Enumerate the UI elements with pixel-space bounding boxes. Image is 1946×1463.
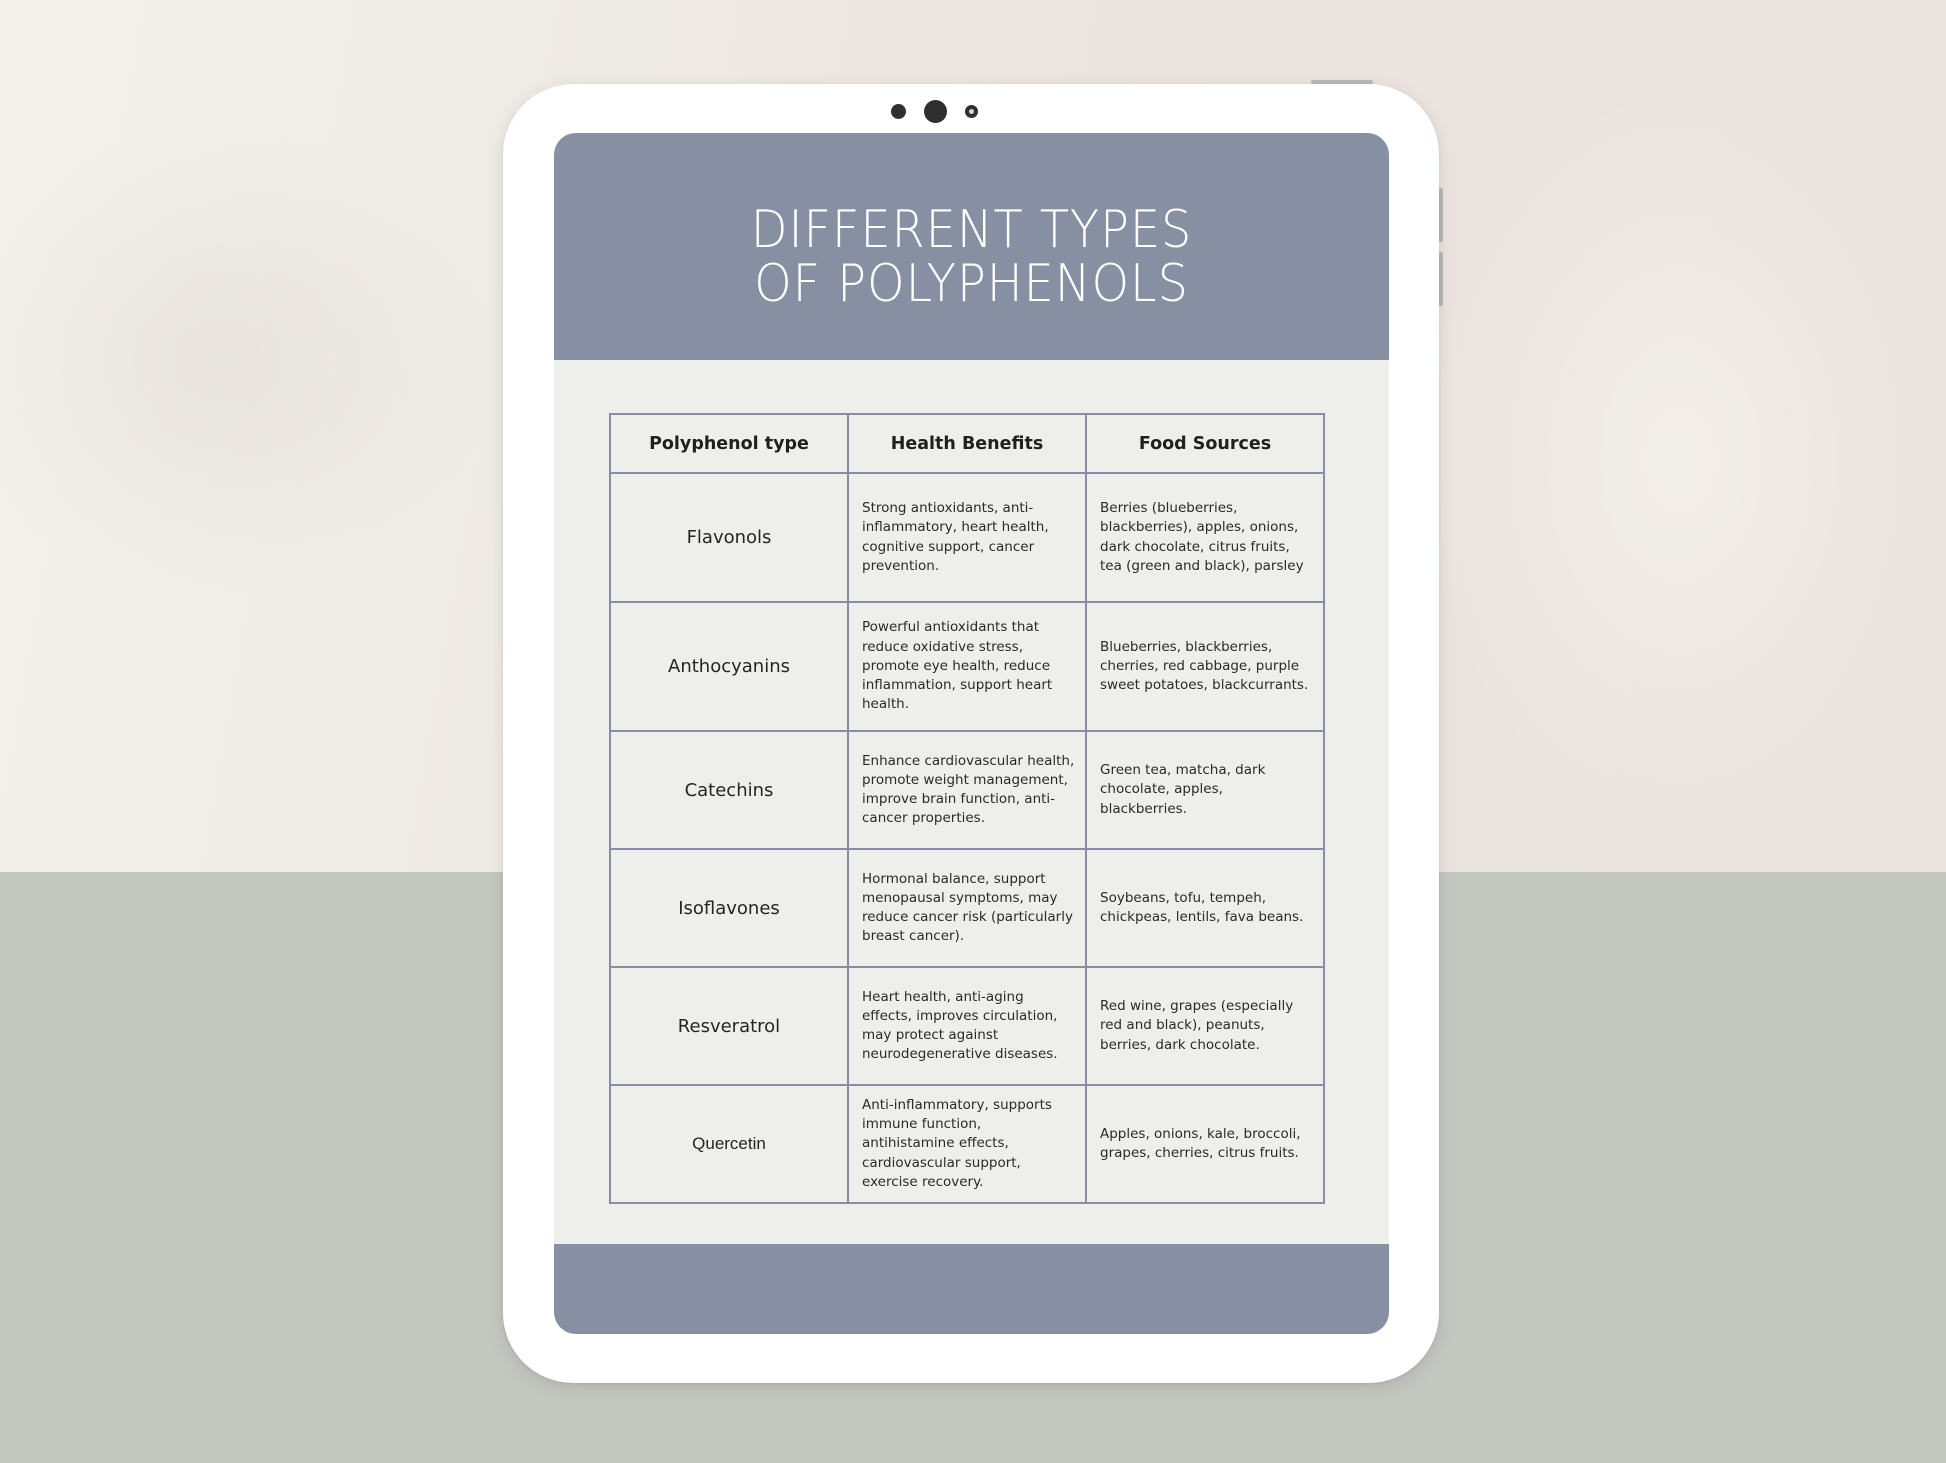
header-food-sources: Food Sources [1086,414,1324,473]
title-line-1: DIFFERENT TYPES [750,200,1193,260]
table-row [610,731,1324,849]
polyphenol-type-cell: Quercetin [610,1085,848,1203]
polyphenol-type-cell: Isoflavones [610,849,848,967]
footer-banner [554,1244,1389,1334]
health-benefits-cell: Heart health, anti-aging effects, improves circulation, may protect against neurodegenerative diseases. [848,967,1086,1085]
food-sources-cell: Berries (blueberries, blackberries), apples, onions, dark chocolate, citrus fruits, tea (green and black), parsley [1086,473,1324,602]
header-health-benefits: Health Benefits [848,414,1086,473]
tablet-screen [554,133,1389,1334]
camera-lens-icon [924,100,947,123]
food-sources-cell: Green tea, matcha, dark chocolate, apples, blackberries. [1086,731,1324,849]
food-sources-cell: Apples, onions, kale, broccoli, grapes, cherries, citrus fruits. [1086,1085,1324,1203]
volume-up-button [1439,188,1443,242]
camera-sensor-icon [891,104,906,119]
polyphenol-type-cell: Anthocyanins [610,602,848,731]
polyphenol-table [609,413,1325,1204]
title-banner [554,133,1389,360]
polyphenol-type-cell: Flavonols [610,473,848,602]
wall-highlight [1420,80,1940,840]
health-benefits-cell: Anti-inflammatory, supports immune function, antihistamine effects, cardiovascular support, exercise recovery. [848,1085,1086,1203]
table-header-row [610,414,1324,473]
table-row [610,602,1324,731]
health-benefits-cell: Strong antioxidants, anti-inflammatory, heart health, cognitive support, cancer prevention. [848,473,1086,602]
header-polyphenol-type: Polyphenol type [610,414,848,473]
volume-down-button [1439,252,1443,306]
health-benefits-cell: Hormonal balance, support menopausal symptoms, may reduce cancer risk (particularly breast cancer). [848,849,1086,967]
food-sources-cell: Red wine, grapes (especially red and black), peanuts, berries, dark chocolate. [1086,967,1324,1085]
table-row [610,1085,1324,1203]
title-line-2: OF POLYPHENOLS [754,254,1189,314]
food-sources-cell: Soybeans, tofu, tempeh, chickpeas, lentils, fava beans. [1086,849,1324,967]
table-row [610,967,1324,1085]
food-sources-cell: Blueberries, blackberries, cherries, red cabbage, purple sweet potatoes, blackcurrants. [1086,602,1324,731]
table-row [610,473,1324,602]
page-title [587,200,1355,314]
polyphenol-type-cell: Catechins [610,731,848,849]
health-benefits-cell: Enhance cardiovascular health, promote weight management, improve brain function, anti-cancer properties. [848,731,1086,849]
polyphenol-type-cell: Resveratrol [610,967,848,1085]
camera-flash-icon [965,105,978,118]
table-row [610,849,1324,967]
health-benefits-cell: Powerful antioxidants that reduce oxidative stress, promote eye health, reduce inflammation, support heart health. [848,602,1086,731]
wall-shadow [0,120,500,600]
